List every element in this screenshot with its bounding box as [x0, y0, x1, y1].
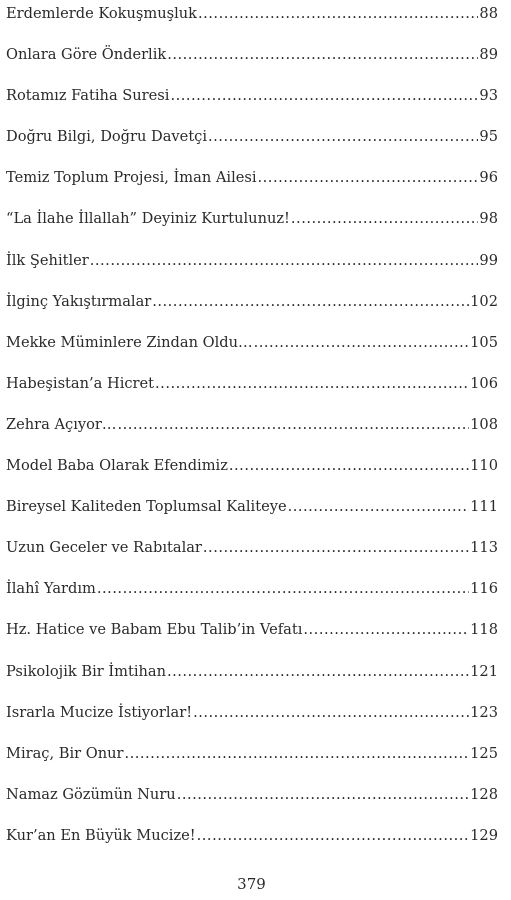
- toc-entry-page: 96: [479, 169, 498, 187]
- toc-entry: [6, 824, 498, 865]
- toc-entry-title: Model Baba Olarak Efendimiz: [6, 457, 228, 475]
- toc-entry-title: Habeşistan’a Hicret: [6, 374, 155, 392]
- toc-entry-title: Doğru Bilgi, Doğru Davetçi: [6, 128, 208, 146]
- toc-entry: [6, 43, 498, 84]
- toc-entry-page: 118: [470, 621, 498, 639]
- toc-entry: [6, 331, 498, 372]
- toc-entry-page: 99: [479, 251, 498, 269]
- toc-entry: [6, 618, 498, 659]
- toc-entry: [6, 701, 498, 742]
- toc-entry-page: 108: [470, 415, 498, 433]
- dot-leader: [167, 660, 469, 684]
- toc-entry: [6, 454, 498, 495]
- toc-entry-page: 111: [470, 498, 498, 516]
- toc-entry-title: Namaz Gözümün Nuru: [6, 785, 176, 803]
- dot-leader: [198, 2, 478, 26]
- toc-entry: [6, 495, 498, 536]
- dot-leader: [97, 577, 469, 601]
- toc-entry-title: Psikolojik Bir İmtihan: [6, 662, 166, 680]
- dot-leader: [90, 249, 479, 273]
- dot-leader: [117, 413, 469, 437]
- toc-entry-title: Bireysel Kaliteden Toplumsal Kaliteye: [6, 498, 287, 516]
- table-of-contents: [6, 2, 498, 865]
- toc-entry-title: Miraç, Bir Onur: [6, 744, 124, 762]
- toc-entry-title: Kur’an En Büyük Mucize!: [6, 826, 196, 844]
- toc-entry-page: 95: [479, 128, 498, 146]
- dot-leader: [229, 454, 469, 478]
- toc-entry-page: 110: [470, 457, 498, 475]
- toc-entry-page: 89: [479, 46, 498, 64]
- toc-entry: [6, 536, 498, 577]
- dot-leader: [152, 290, 469, 314]
- dot-leader: [155, 372, 469, 396]
- dot-leader: [203, 536, 469, 560]
- toc-entry: [6, 249, 498, 290]
- toc-entry-page: 129: [470, 826, 498, 844]
- toc-entry-title: Rotamız Fatiha Suresi: [6, 87, 170, 105]
- toc-entry-page: 125: [470, 744, 498, 762]
- toc-entry-title: Erdemlerde Kokuşmuşluk: [6, 5, 198, 22]
- toc-entry-title: Zehra Açıyor…: [6, 415, 117, 433]
- dot-leader: [254, 331, 470, 355]
- toc-entry-page: 128: [470, 785, 498, 803]
- toc-entry-title: İlk Şehitler: [6, 251, 89, 269]
- toc-entry: [6, 783, 498, 824]
- toc-entry: [6, 2, 498, 43]
- toc-entry-title: “La İlahe İllallah” Deyiniz Kurtulunuz!: [6, 210, 290, 228]
- toc-entry-page: 116: [470, 580, 498, 598]
- toc-entry: [6, 125, 498, 166]
- dot-leader: [258, 166, 479, 190]
- toc-entry-title: Uzun Geceler ve Rabıtalar: [6, 539, 202, 557]
- toc-entry-page: 121: [470, 662, 498, 680]
- toc-entry-page: 123: [470, 703, 498, 721]
- toc-entry: [6, 660, 498, 701]
- toc-entry: [6, 290, 498, 331]
- page-number: 379: [237, 875, 266, 893]
- toc-entry: [6, 166, 498, 207]
- toc-entry-page: 105: [470, 333, 498, 351]
- dot-leader: [167, 43, 478, 67]
- toc-entry-title: Onlara Göre Önderlik: [6, 46, 167, 64]
- toc-entry-title: İlahî Yardım: [6, 580, 96, 598]
- toc-entry-title: Hz. Hatice ve Babam Ebu Talib’in Vefatı: [6, 621, 303, 639]
- toc-entry: [6, 84, 498, 125]
- dot-leader: [303, 618, 469, 642]
- toc-entry: [6, 207, 498, 248]
- toc-entry: [6, 372, 498, 413]
- toc-entry-title: İlginç Yakıştırmalar: [6, 292, 152, 310]
- toc-entry-page: 113: [470, 539, 498, 557]
- dot-leader: [197, 824, 469, 848]
- toc-entry: [6, 742, 498, 783]
- toc-entry-title: Temiz Toplum Projesi, İman Ailesi: [6, 169, 257, 187]
- dot-leader: [208, 125, 478, 149]
- dot-leader: [170, 84, 478, 108]
- toc-entry-page: 98: [479, 210, 498, 228]
- toc-entry-page: 93: [479, 87, 498, 105]
- toc-entry: [6, 413, 498, 454]
- dot-leader: [177, 783, 469, 807]
- toc-entry-page: 88: [479, 5, 498, 22]
- dot-leader: [288, 495, 470, 519]
- dot-leader: [291, 207, 479, 231]
- toc-entry: [6, 577, 498, 618]
- toc-entry-page: 102: [470, 292, 498, 310]
- toc-entry-page: 106: [470, 374, 498, 392]
- toc-entry-title: Mekke Müminlere Zindan Oldu…: [6, 333, 253, 351]
- dot-leader: [193, 701, 469, 725]
- dot-leader: [124, 742, 469, 766]
- toc-entry-title: Israrla Mucize İstiyorlar!: [6, 703, 193, 721]
